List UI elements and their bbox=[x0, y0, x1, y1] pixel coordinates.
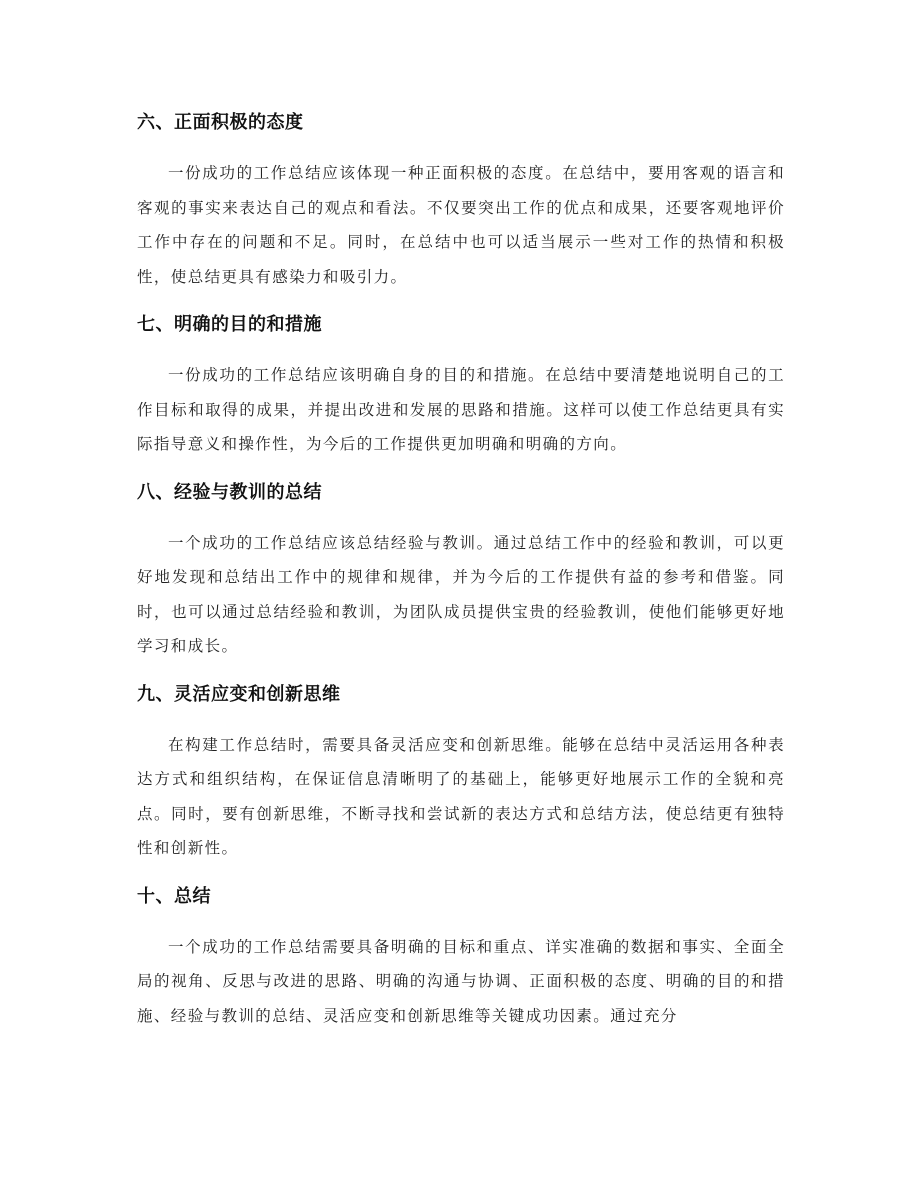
section-heading: 九、灵活应变和创新思维 bbox=[137, 683, 341, 705]
section-paragraph: 一个成功的工作总结需要具备明确的目标和重点、详实准确的数据和事实、全面全局的视角、反思与改进的思路、明确的沟通与协调、正面积极的态度、明确的目的和措施、经验与教训的总结、灵活应变和创新思维等关键成功因素。通过充分 bbox=[137, 937, 785, 1025]
section-9 bbox=[137, 678, 785, 866]
section-heading: 八、经验与教训的总结 bbox=[137, 481, 322, 503]
section-6 bbox=[137, 106, 785, 294]
section-paragraph: 在构建工作总结时，需要具备灵活应变和创新思维。能够在总结中灵活运用各种表达方式和组织结构，在保证信息清晰明了的基础上，能够更好地展示工作的全貌和亮点。同时，要有创新思维，不断寻找和尝试新的表达方式和总结方法，使总结更有独特性和创新性。 bbox=[137, 735, 785, 857]
section-heading: 六、正面积极的态度 bbox=[137, 112, 304, 133]
document-content bbox=[137, 106, 785, 1047]
section-paragraph: 一份成功的工作总结应该体现一种正面积极的态度。在总结中，要用客观的语言和客观的事实来表达自己的观点和看法。不仅要突出工作的优点和成果，还要客观地评价工作中存在的问题和不足。同时，在总结中也可以适当展示一些对工作的热情和积极性，使总结更具有感染力和吸引力。 bbox=[137, 164, 785, 286]
section-heading: 十、总结 bbox=[137, 885, 211, 907]
section-paragraph: 一份成功的工作总结应该明确自身的目的和措施。在总结中要清楚地说明自己的工作目标和取得的成果，并提出改进和发展的思路和措施。这样可以使工作总结更具有实际指导意义和操作性，为今后的工作提供更加明确和明确的方向。 bbox=[137, 366, 785, 453]
section-7 bbox=[137, 308, 785, 462]
section-paragraph: 一个成功的工作总结应该总结经验与教训。通过总结工作中的经验和教训，可以更好地发现和总结出工作中的规律和规律，并为今后的工作提供有益的参考和借鉴。同时，也可以通过总结经验和教训，为团队成员提供宝贵的经验教训，使他们能够更好地学习和成长。 bbox=[137, 533, 785, 655]
section-heading: 七、明确的目的和措施 bbox=[137, 314, 322, 335]
section-8 bbox=[137, 476, 785, 664]
section-10 bbox=[137, 880, 785, 1034]
